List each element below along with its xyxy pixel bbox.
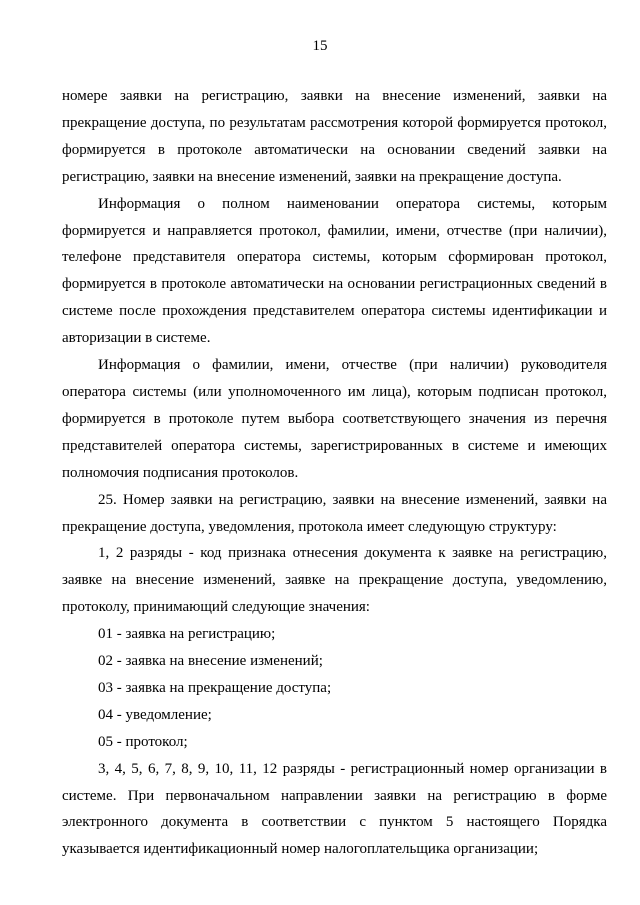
list-item-code-04: 04 - уведомление; bbox=[98, 706, 212, 723]
list-item-code-02: 02 - заявка на внесение изменений; bbox=[98, 653, 323, 670]
paragraph-head-info: Информация о фамилии, имени, отчестве (при наличии) руководителя оператора системы (или уполномоченного им лица), которым подписан протокол, формируется в протоколе путем выбора соответствующего значения из перечня представителей оператора системы, зарегистрированных в системе и имеющих полномочия подписания протоколов. bbox=[62, 357, 607, 481]
paragraph-continuation: номере заявки на регистрацию, заявки на внесение изменений, заявки на прекращение доступа, по результатам рассмотрения которой формируется протокол, формируется в протоколе автоматически на основании сведений заявки на регистрацию, заявки на внесение изменений, заявки на прекращение доступа. bbox=[62, 88, 607, 185]
list-item-code-05: 05 - протокол; bbox=[98, 733, 188, 750]
paragraph-item-25: 25. Номер заявки на регистрацию, заявки на внесение изменений, заявки на прекращение доступа, уведомления, протокола имеет следующую структуру: bbox=[62, 491, 607, 535]
paragraph-digits-3-12: 3, 4, 5, 6, 7, 8, 9, 10, 11, 12 разряды - регистрационный номер организации в системе. При первоначальном направлении заявки на регистрацию в форме электронного документа в соответствии с пунктом 5 настоящего Порядка указывается идентификационный номер налогоплательщика организации; bbox=[62, 760, 607, 858]
paragraph-digits-1-2: 1, 2 разряды - код признака отнесения документа к заявке на регистрацию, заявке на внесение изменений, заявке на прекращение доступа, уведомлению, протоколу, принимающий следующие значения: bbox=[62, 545, 607, 616]
document-body bbox=[62, 83, 607, 863]
page-number: 15 bbox=[312, 38, 328, 54]
list-item-code-01: 01 - заявка на регистрацию; bbox=[98, 626, 276, 643]
paragraph-operator-info: Информация о полном наименовании оператора системы, которым формируется и направляется протокол, фамилии, имени, отчестве (при наличии), телефоне представителя оператора системы, которым сформирован протокол, формируется в протоколе автоматически на основании регистрационных сведений в системе после прохождения представителем оператора системы идентификации и авторизации в системе. bbox=[62, 195, 607, 347]
list-item-code-03: 03 - заявка на прекращение доступа; bbox=[98, 679, 332, 696]
